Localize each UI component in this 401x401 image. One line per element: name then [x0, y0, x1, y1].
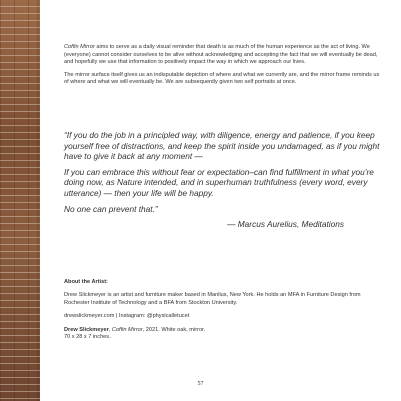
- quote-attribution: — Marcus Aurelius, Meditations: [227, 219, 344, 230]
- about-artist-section: [64, 279, 364, 347]
- quote-block: [64, 130, 384, 235]
- quote-line-2: If you can embrace this without fear or expectation–can find fulfillment in what you’re doing now, as Nature intended, and in superhuman truthfulness (every word, every utterance) — then your life will be happy.: [64, 166, 374, 198]
- intro-text: [64, 44, 380, 92]
- intro-paragraph-1-body: aims to serve as a daily visual reminder that death is as much of the human experience as the act of living. We (everyone) cannot consider ourselves to be alive without acknowledging and accepting the fact that we will eventually be dead, and hopefully we use that information to positively impact the way in which we approach our lives.: [64, 44, 378, 66]
- credit-details: , 2021. White oak, mirror.: [142, 326, 206, 333]
- brick-wall-photo-strip: [0, 0, 40, 401]
- credit-dimensions: 70 x 28 x 7 inches.: [64, 334, 111, 341]
- artwork-credit: [64, 327, 364, 342]
- quote-line-3: No one can prevent that.”: [64, 203, 158, 214]
- intro-artwork-title: Coffin Mirror: [64, 44, 95, 50]
- artist-links: drewslickmeyer.com | Instagram: @physicalletucet: [64, 313, 190, 320]
- intro-paragraph-1: [64, 44, 380, 67]
- intro-paragraph-2: The mirror surface itself gives us an indisputable depiction of where and what we currently are, and the mirror frame reminds us of where and what we will eventually be. We are subsequently given two self portraits at once.: [64, 71, 380, 86]
- credit-separator: ,: [108, 326, 112, 333]
- credit-artwork-title: Coffin Mirror: [111, 326, 143, 333]
- quote-line-1: “If you do the job in a principled way, with diligence, energy and patience, if you keep yourself free of distractions, and keep the spirit inside you undamaged, as if you might have to give it back at any moment —: [64, 130, 380, 162]
- credit-artist-name: Drew Slickmeyer: [64, 326, 109, 333]
- page-number: 57: [197, 381, 204, 387]
- about-artist-heading: About the Artist:: [64, 279, 108, 285]
- artist-bio: Drew Slickmeyer is an artist and furniture maker based in Manlius, New York. He holds an MFA in Furniture Design from Rochester Institute of Technology and a BFA from Stockton University.: [64, 292, 361, 306]
